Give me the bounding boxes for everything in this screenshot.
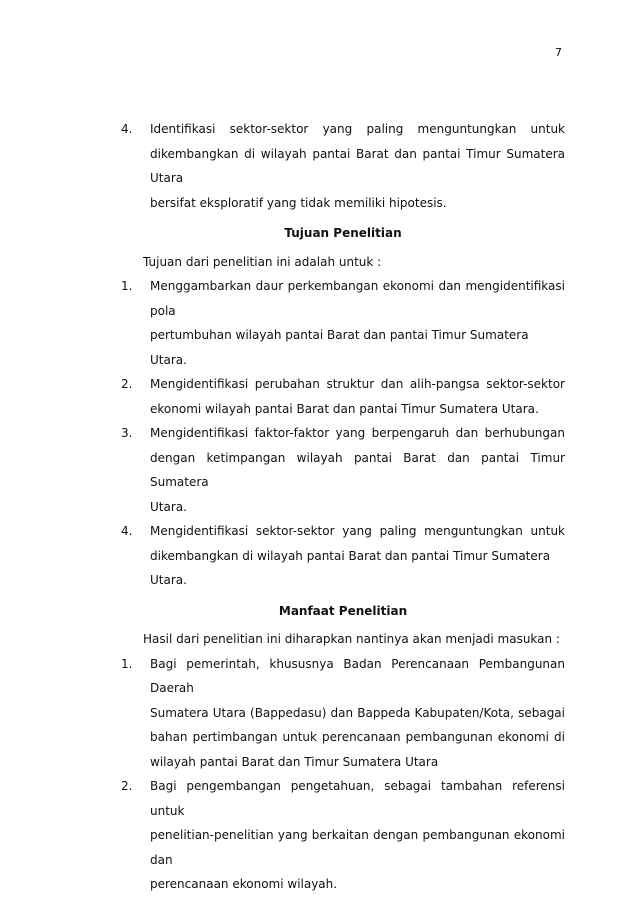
list-item bbox=[121, 372, 565, 421]
text-line: Mengidentifikasi perubahan struktur dan alih-pangsa sektor-sektor bbox=[150, 377, 565, 391]
text-line: Identifikasi sektor-sektor yang paling menguntungkan untuk bbox=[150, 122, 565, 136]
text-line: wilayah pantai Barat dan Timur Sumatera Utara bbox=[150, 754, 439, 769]
text-line: dengan ketimpangan wilayah pantai Barat dan pantai Timur Sumatera bbox=[150, 450, 565, 489]
section-intro: Tujuan dari penelitian ini adalah untuk : bbox=[143, 254, 382, 269]
list-item bbox=[121, 421, 565, 519]
text-line: bersifat eksploratif yang tidak memiliki hipotesis. bbox=[150, 195, 447, 210]
text-line: dikembangkan di wilayah pantai Barat dan pantai Timur Sumatera Utara. bbox=[150, 548, 551, 587]
text-line: Bagi pemerintah, khususnya Badan Perencanaan Pembangunan Daerah bbox=[150, 656, 565, 695]
list-item bbox=[121, 117, 565, 215]
list-number: 3. bbox=[121, 426, 133, 440]
list-number: 4. bbox=[121, 122, 133, 136]
text-line: perencanaan ekonomi wilayah. bbox=[150, 877, 338, 891]
page-number: 7 bbox=[555, 46, 562, 59]
list-item bbox=[121, 774, 565, 897]
list-item bbox=[121, 274, 565, 372]
text-line: pertumbuhan wilayah pantai Barat dan pantai Timur Sumatera Utara. bbox=[150, 328, 529, 367]
text-line: dikembangkan di wilayah pantai Barat dan pantai Timur Sumatera Utara bbox=[150, 146, 565, 185]
text-line: Utara. bbox=[150, 499, 187, 514]
list-number: 2. bbox=[121, 377, 133, 391]
list-number: 2. bbox=[121, 779, 133, 793]
text-line: Bagi pengembangan pengetahuan, sebagai tambahan referensi untuk bbox=[150, 779, 565, 818]
text-line: Menggambarkan daur perkembangan ekonomi dan mengidentifikasi pola bbox=[150, 279, 565, 318]
text-line: ekonomi wilayah pantai Barat dan pantai Timur Sumatera Utara. bbox=[150, 401, 539, 416]
text-line: bahan pertimbangan untuk perencanaan pembangunan ekonomi di bbox=[150, 730, 565, 744]
list-number: 1. bbox=[121, 656, 133, 671]
list-number: 4. bbox=[121, 524, 133, 538]
list-number: 1. bbox=[121, 279, 133, 293]
text-line: Mengidentifikasi faktor-faktor yang berpengaruh dan berhubungan bbox=[150, 426, 565, 440]
section-intro: Hasil dari penelitian ini diharapkan nantinya akan menjadi masukan : bbox=[143, 632, 560, 646]
text-line: Sumatera Utara (Bappedasu) dan Bappeda Kabupaten/Kota, sebagai bbox=[150, 705, 565, 720]
text-line: penelitian-penelitian yang berkaitan dengan pembangunan ekonomi dan bbox=[150, 828, 565, 867]
text-line: Mengidentifikasi sektor-sektor yang paling menguntungkan untuk bbox=[150, 524, 565, 538]
list-item bbox=[121, 652, 565, 775]
section-heading-tujuan: Tujuan Penelitian bbox=[284, 226, 402, 240]
document-body bbox=[121, 117, 565, 897]
list-item bbox=[121, 519, 565, 593]
section-heading-manfaat: Manfaat Penelitian bbox=[278, 603, 408, 618]
